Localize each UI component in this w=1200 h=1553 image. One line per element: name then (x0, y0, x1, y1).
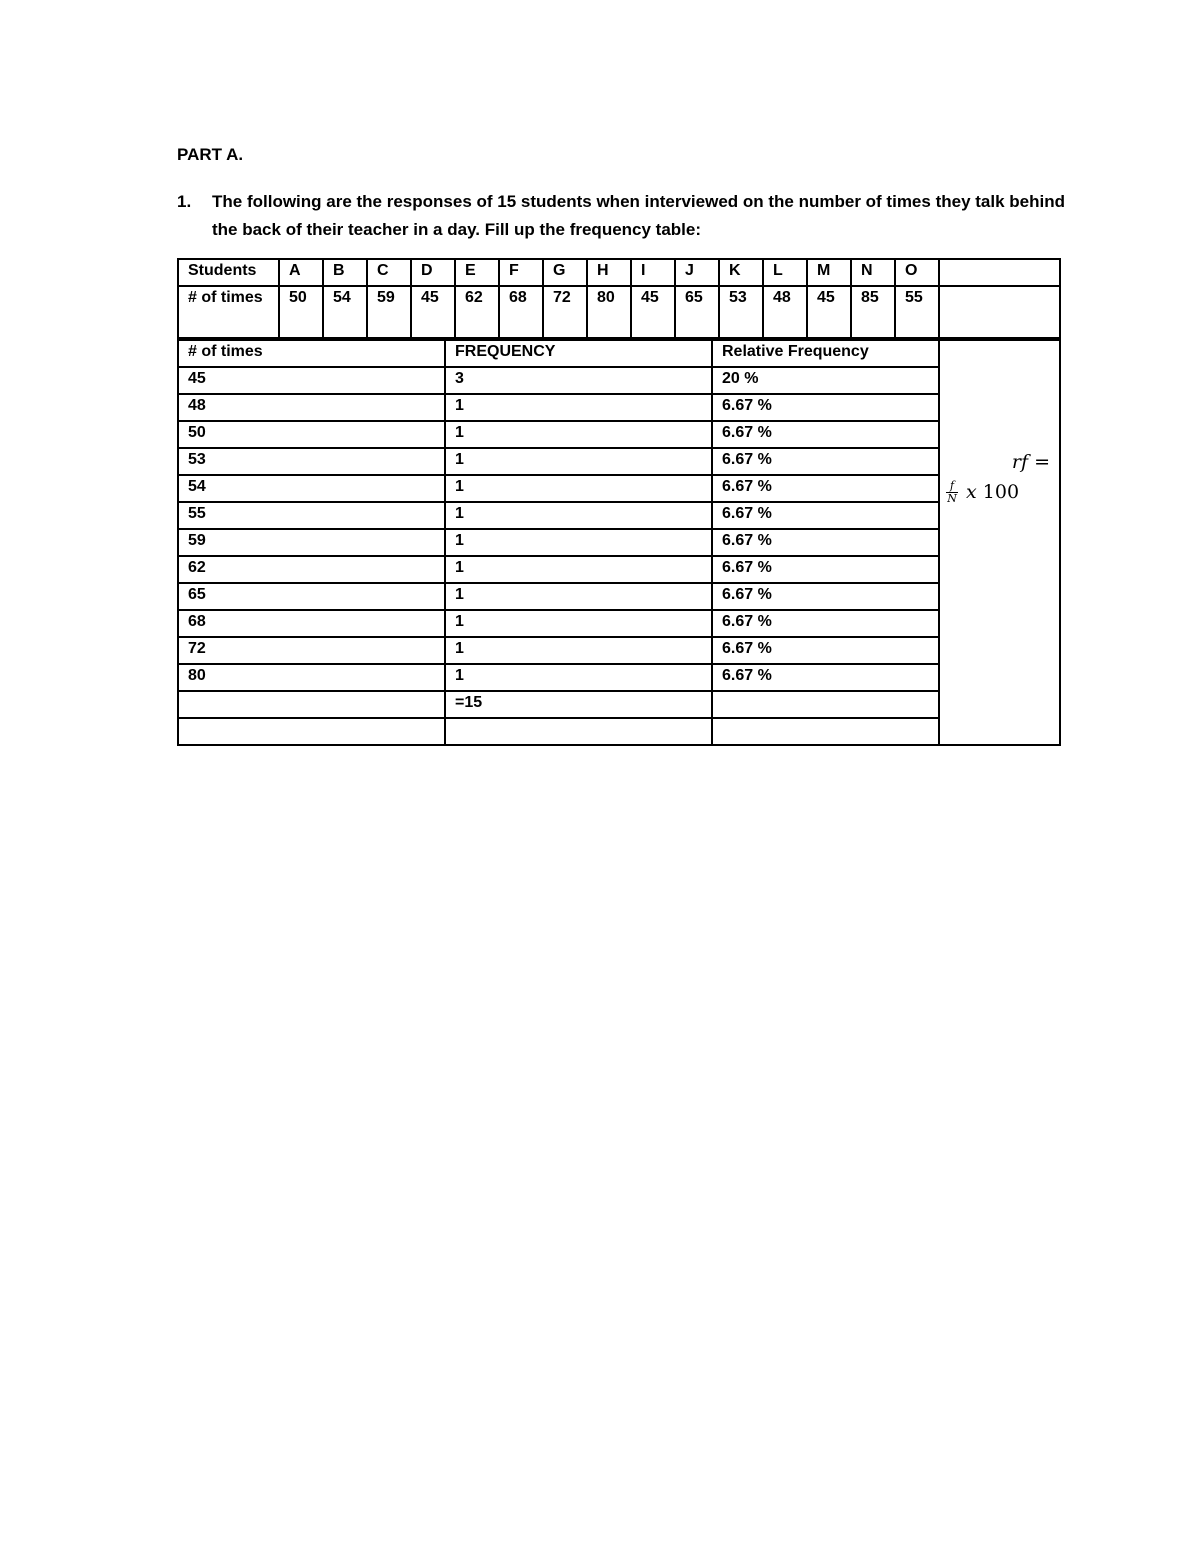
freq-count: 1 (445, 448, 712, 475)
freq-empty-row (178, 718, 1060, 745)
student-cell: K (719, 259, 763, 286)
student-cell: O (895, 259, 939, 286)
times-cell: 55 (895, 286, 939, 338)
times-cell: 50 (279, 286, 323, 338)
student-cell: D (411, 259, 455, 286)
students-row (178, 259, 1060, 286)
freq-row (178, 610, 1060, 637)
freq-value: 55 (178, 502, 445, 529)
freq-value: 54 (178, 475, 445, 502)
freq-row (178, 367, 1060, 394)
freq-relative: 6.67 % (712, 610, 939, 637)
students-table (177, 258, 1061, 339)
times-cell: 68 (499, 286, 543, 338)
freq-relative: 6.67 % (712, 529, 939, 556)
freq-value: 45 (178, 367, 445, 394)
freq-value (178, 718, 445, 745)
times-cell: 59 (367, 286, 411, 338)
freq-header-row (178, 340, 1060, 367)
freq-total: =15 (445, 691, 712, 718)
freq-row (178, 556, 1060, 583)
relative-frequency-formula (946, 447, 1056, 507)
times-cell: 85 (851, 286, 895, 338)
students-label: Students (178, 259, 279, 286)
times-cell: 45 (631, 286, 675, 338)
freq-relative: 6.67 % (712, 475, 939, 502)
student-cell: A (279, 259, 323, 286)
freq-count: 1 (445, 610, 712, 637)
student-cell: E (455, 259, 499, 286)
formula-lhs: rf = (1011, 451, 1050, 473)
student-cell: B (323, 259, 367, 286)
freq-row (178, 502, 1060, 529)
freq-count: 1 (445, 529, 712, 556)
freq-value: 50 (178, 421, 445, 448)
freq-relative: 6.67 % (712, 664, 939, 691)
freq-row (178, 421, 1060, 448)
freq-count: 1 (445, 502, 712, 529)
student-cell: L (763, 259, 807, 286)
times-cell: 53 (719, 286, 763, 338)
freq-relative (712, 691, 939, 718)
times-cell: 45 (411, 286, 455, 338)
header-relative-frequency: Relative Frequency (712, 340, 939, 367)
freq-relative: 20 % (712, 367, 939, 394)
header-frequency: FREQUENCY (445, 340, 712, 367)
question-number: 1. (177, 192, 192, 211)
times-cell: 45 (807, 286, 851, 338)
freq-value: 80 (178, 664, 445, 691)
freq-count: 1 (445, 664, 712, 691)
freq-relative: 6.67 % (712, 394, 939, 421)
freq-value: 72 (178, 637, 445, 664)
freq-relative: 6.67 % (712, 556, 939, 583)
freq-row (178, 448, 1060, 475)
empty-cell (939, 286, 1060, 338)
freq-count: 1 (445, 475, 712, 502)
freq-relative: 6.67 % (712, 502, 939, 529)
question-text: The following are the responses of 15 students when interviewed on the number of times they talk behind the back of their teacher in a day. Fill up the frequency table: (212, 192, 1065, 239)
freq-value: 48 (178, 394, 445, 421)
freq-relative: 6.67 % (712, 637, 939, 664)
freq-count: 1 (445, 421, 712, 448)
freq-count: 1 (445, 637, 712, 664)
student-cell: J (675, 259, 719, 286)
freq-relative (712, 718, 939, 745)
part-heading: PART A. (177, 145, 244, 164)
freq-row (178, 475, 1060, 502)
freq-row (178, 637, 1060, 664)
times-cell: 65 (675, 286, 719, 338)
formula-numerator: f (949, 478, 955, 492)
student-cell: F (499, 259, 543, 286)
empty-cell (939, 259, 1060, 286)
freq-count: 1 (445, 583, 712, 610)
freq-relative: 6.67 % (712, 421, 939, 448)
formula-times: x (966, 481, 977, 503)
times-cell: 54 (323, 286, 367, 338)
freq-count: 1 (445, 556, 712, 583)
frequency-table (177, 339, 1061, 746)
freq-relative: 6.67 % (712, 583, 939, 610)
freq-row (178, 529, 1060, 556)
freq-total-row (178, 691, 1060, 718)
times-cell: 62 (455, 286, 499, 338)
freq-count (445, 718, 712, 745)
times-cell: 48 (763, 286, 807, 338)
times-cell: 72 (543, 286, 587, 338)
freq-value (178, 691, 445, 718)
times-cell: 80 (587, 286, 631, 338)
student-cell: M (807, 259, 851, 286)
freq-value: 65 (178, 583, 445, 610)
student-cell: I (631, 259, 675, 286)
times-label: # of times (178, 286, 279, 338)
student-cell: C (367, 259, 411, 286)
freq-value: 62 (178, 556, 445, 583)
freq-count: 1 (445, 394, 712, 421)
student-cell: N (851, 259, 895, 286)
freq-value: 53 (178, 448, 445, 475)
student-cell: G (543, 259, 587, 286)
freq-row (178, 664, 1060, 691)
freq-value: 68 (178, 610, 445, 637)
question-1 (177, 188, 1067, 244)
student-cell: H (587, 259, 631, 286)
formula-cell (939, 340, 1060, 745)
formula-fraction (946, 480, 958, 505)
freq-count: 3 (445, 367, 712, 394)
freq-value: 59 (178, 529, 445, 556)
formula-denominator: N (947, 491, 957, 505)
formula-factor: 100 (982, 481, 1020, 503)
freq-row (178, 394, 1060, 421)
freq-relative: 6.67 % (712, 448, 939, 475)
header-times: # of times (178, 340, 445, 367)
freq-row (178, 583, 1060, 610)
times-row (178, 286, 1060, 338)
